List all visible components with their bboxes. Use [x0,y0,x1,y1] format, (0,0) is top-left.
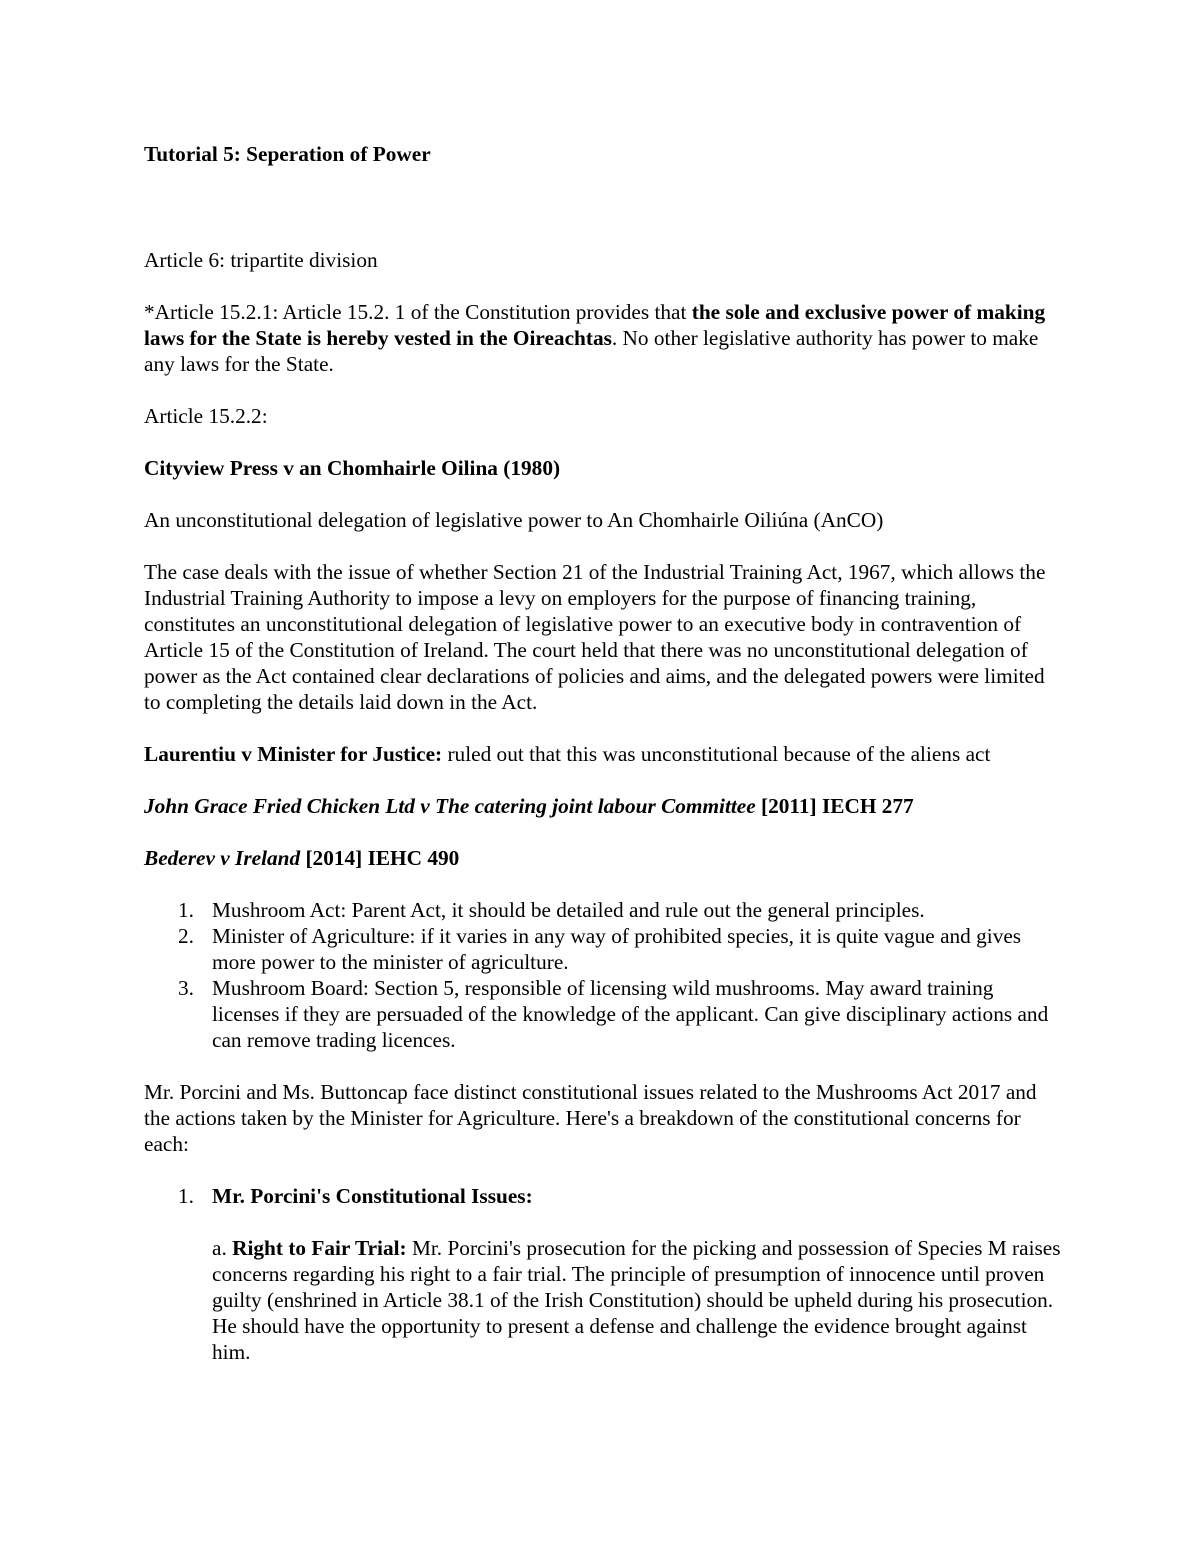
list-text: Mushroom Board: Section 5, responsible of licensing wild mushrooms. May award training licenses if they are persuaded of the knowledge of the applicant. Can give disciplinary actions and can remove trading licences. [212,976,1049,1052]
case-title: Cityview Press v an Chomhairle Oilina (1980) [144,456,561,480]
bold-quote: the sole and exclusive power of making laws for the State is hereby vested in the Oireachtas [144,300,1046,350]
list-text: Minister of Agriculture: if it varies in any way of prohibited species, it is quite vague and gives more power to the minister of agriculture. [212,924,1022,974]
case-title: Bederev v Ireland [144,846,301,870]
case-citation: [2014] IEHC 490 [300,846,460,870]
list-number: 1. [178,898,194,922]
case-heading-cityview [144,455,1064,481]
numbered-list-constitutional-issues [144,1183,1064,1209]
document-body [144,141,1064,1365]
list-item [144,923,1064,975]
list-heading: Mr. Porcini's Constitutional Issues: [212,1184,533,1208]
paragraph-anco-delegation: An unconstitutional delegation of legislative power to An Chomhairle Oiliúna (AnCO) [144,508,884,532]
list-number: 3. [178,976,194,1000]
paragraph-laurentiu [144,741,1064,767]
list-text: Mushroom Act: Parent Act, it should be detailed and rule out the general principles. [212,898,925,922]
list-item [144,975,1064,1053]
paragraph-case-summary: The case deals with the issue of whether Section 21 of the Industrial Training Act, 1967, which allows the Industrial Training Authority to impose a levy on employers for the purpose of financing training, constitutes an unconstitutional delegation of legislative power to an executive body in contravention of Article 15 of the Constitution of Ireland. The court held that there was no unconstitutional delegation of power as the Act contained clear declarations of policies and aims, and the delegated powers were limited to completing the details laid down in the Act. [144,560,1046,714]
case-title: John Grace Fried Chicken Ltd v The catering joint labour Committee [144,794,756,818]
case-heading-john-grace [144,793,1064,819]
list-number: 1. [178,1184,194,1208]
case-note: ruled out that this was unconstitutional because of the aliens act [442,742,991,766]
paragraph-article-15-2-1 [144,299,1064,377]
numbered-list-bederev-points [144,897,1064,1053]
sub-item-heading: Right to Fair Trial: [232,1236,407,1260]
document-title: Tutorial 5: Seperation of Power [144,142,431,166]
case-title: Laurentiu v Minister for Justice: [144,742,443,766]
text-prefix: *Article 15.2.1: Article 15.2. 1 of the Constitution provides that [144,300,692,324]
list-number: 2. [178,924,194,948]
list-item [144,1183,1064,1209]
paragraph-article-6: Article 6: tripartite division [144,248,378,272]
sub-item-text: Mr. Porcini's prosecution for the picking and possession of Species M raises concerns regarding his right to a fair trial. The principle of presumption of innocence until proven guilty (enshrined in Article 38.1 of the Irish Constitution) should be upheld during his prosecution. He should have the opportunity to present a defense and challenge the evidence brought against him. [212,1236,1061,1364]
paragraph-porcini-buttoncap: Mr. Porcini and Ms. Buttoncap face distinct constitutional issues related to the Mushrooms Act 2017 and the actions taken by the Minister for Agriculture. Here's a breakdown of the constitutional concerns for each: [144,1080,1037,1156]
text-suffix: . No other legislative authority has power to make any laws for the State. [144,326,1039,376]
list-item [144,897,1064,923]
sub-item-letter: a. [212,1236,233,1260]
case-citation: [2011] IECH 277 [755,794,914,818]
sub-item-right-to-fair-trial [144,1235,1064,1365]
paragraph-article-15-2-2: Article 15.2.2: [144,404,268,428]
case-heading-bederev [144,845,1064,871]
